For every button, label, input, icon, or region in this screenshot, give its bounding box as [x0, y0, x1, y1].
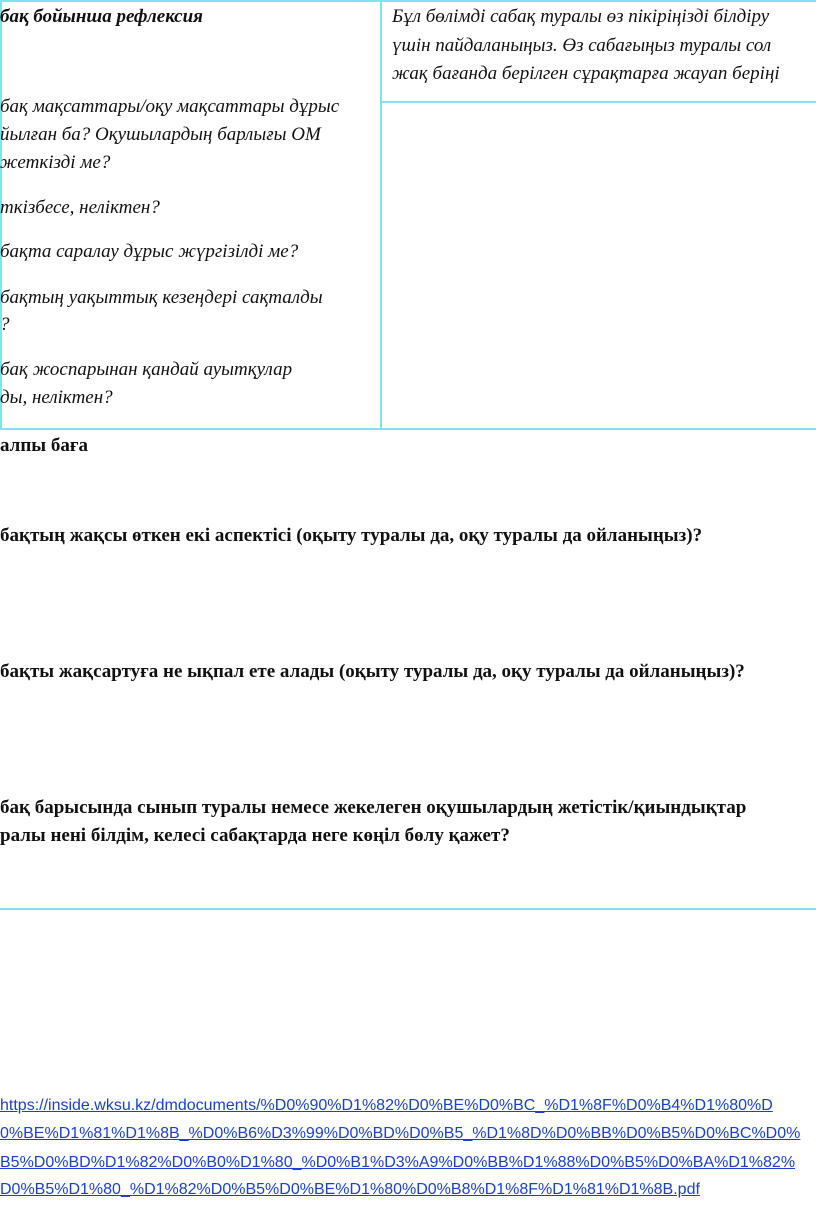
question-timing-line-2: ? [0, 314, 10, 335]
source-link-line-2[interactable]: 0%BE%D1%81%D1%8B_%D0%B6%D3%99%D0%BD%D0%B5_%D1%8D%D0%BB%D0%B5%D0%BC%D0% [0, 1125, 801, 1142]
question-objectives-line-2: йылған ба? Оқушылардың барлығы ОМ [0, 124, 321, 145]
source-link-line-1[interactable]: https://inside.wksu.kz/dmdocuments/%D0%90%D1%82%D0%BE%D0%BC_%D1%8F%D0%B4%D1%80%D [0, 1097, 773, 1114]
question-objectives-line-3: жеткізді ме? [0, 152, 111, 173]
instructions-line-2: үшін пайдаланыңыз. Өз сабағыңыз туралы сол [392, 35, 772, 56]
section-bottom-border [0, 908, 816, 910]
table-divider-center [380, 0, 382, 430]
source-link-line-3[interactable]: B5%D0%BD%D1%82%D0%B0%D1%80_%D0%B1%D3%A9%D0%BB%D1%88%D0%B5%D0%BA%D1%82% [0, 1154, 796, 1171]
table-row-divider-right [381, 101, 816, 103]
summary-question-improvements: бақты жақсартуға не ықпал ете алады (оқыту туралы да, оқу туралы да ойланыңыз)? [0, 661, 745, 682]
question-differentiation: бақта саралау дұрыс жүргізілді ме? [0, 241, 299, 262]
instructions-line-3: жақ бағанда берілген сұрақтарға жауап беріңі [392, 63, 780, 84]
question-deviations-line-1: бақ жоспарынан қандай ауытқулар [0, 359, 293, 380]
question-deviations-line-2: ды, неліктен? [0, 387, 113, 408]
source-link-line-4[interactable]: D0%B5%D1%80_%D1%82%D0%B5%D0%BE%D1%80%D0%B8%D1%8F%D1%81%D1%8B.pdf [0, 1181, 700, 1198]
reflection-heading: бақ бойынша рефлексия [0, 6, 203, 27]
instructions-line-1: Бұл бөлімді сабақ туралы өз пікіріңізді білдіру [392, 6, 770, 27]
question-objectives-line-1: бақ мақсаттары/оқу мақсаттары дұрыс [0, 96, 340, 117]
summary-heading: алпы баға [0, 435, 88, 456]
question-why-not: ткізбесе, неліктен? [0, 197, 160, 218]
summary-question-learned-line-1: бақ барысында сынып туралы немесе жекелеген оқушылардың жетістік/қиындықтар [0, 797, 747, 818]
summary-question-good-aspects: бақтың жақсы өткен екі аспектісі (оқыту туралы да, оқу туралы да ойланыңыз)? [0, 525, 703, 546]
question-timing-line-1: бақтың уақыттық кезеңдері сақталды [0, 287, 323, 308]
summary-question-learned-line-2: ралы нені білдім, келесі сабақтарда неге көңіл бөлу қажет? [0, 825, 510, 846]
table-bottom-border [0, 428, 816, 430]
